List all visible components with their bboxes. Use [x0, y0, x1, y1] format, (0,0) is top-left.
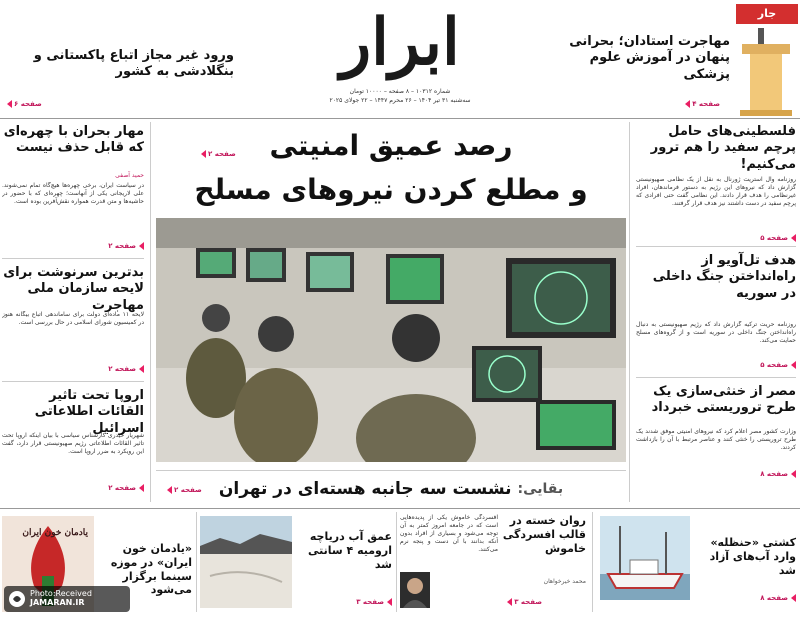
divider: [592, 512, 593, 612]
article-headline: هدف تل‌آویو از راه‌انداختن جنگ داخلی در سوریه: [652, 253, 796, 301]
bottom-article-urmia[interactable]: [296, 530, 392, 606]
article-body: روزنامه وال استریت ژورنال به نقل از یک نظامی صهیونیستی گزارش داد که نیروهای این رژیم به دستور فرماندهان، افراد غیرنظامی را هدف قرار دادند. این نظامی گفت حتی افرادی که پرچم سفید در دست داشتند نیز هدف قرار گرفتند.: [636, 176, 796, 208]
article-page-ref: [636, 470, 796, 478]
divider: [2, 258, 144, 259]
issue-date: سه‌شنبه ۳۱ تیر ۱۴۰۴ – ۲۶ محرم ۱۴۴۷ – ۲۲ جولای ۲۰۲۵: [329, 97, 471, 104]
article-body: شهریار حیدری کارشناس سیاسی با بیان اینکه اروپا تحت تاثیر القائات اطلاعاتی رژیم صهیونیستی قرار دارد، گفت این رویکرد به ضرر اروپا است.: [2, 432, 144, 456]
left-article-1[interactable]: [2, 124, 144, 256]
arrow-icon: [791, 470, 796, 478]
left-article-3[interactable]: [2, 388, 144, 492]
podium-icon: [736, 26, 796, 118]
article-page-ref: [506, 598, 542, 606]
poster-title: یادمان خون ایران: [22, 528, 88, 538]
page-label: صفحه ۲: [108, 484, 136, 492]
bottom-article-ship[interactable]: [694, 536, 796, 602]
lake-photo: [200, 516, 292, 608]
left-article-2[interactable]: [2, 265, 144, 379]
article-page-ref: [636, 361, 796, 369]
portrait-illustration: [400, 572, 430, 608]
article-headline: مصر از خنثی‌سازی یک طرح تروریستی خبرداد: [651, 384, 796, 416]
page-label: صفحه ۵: [760, 234, 788, 242]
right-column: [636, 124, 796, 478]
page-label: صفحه ۲: [108, 365, 136, 373]
article-body: لایحه ۱۱ ماده‌ای دولت برای ساماندهی اتباع بیگانه هنوز در کمیسیون شورای اسلامی در حال بررسی است.: [2, 311, 144, 327]
divider: [0, 508, 800, 509]
article-headline: کشتی «حنظله» وارد آب‌های آزاد شد: [709, 536, 796, 577]
divider: [629, 122, 630, 502]
newspaper-logo: ابرار: [340, 5, 460, 80]
arrow-icon: [507, 598, 512, 606]
article-body: در سیاست ایران، برخی چهره‌ها هیچ‌گاه تمام نمی‌شوند. علی لاریجانی یکی از آنهاست؛ چهره‌ای که با حضور در حاشیه‌ها و متن قدرت همواره نقش‌آفرین بوده است.: [2, 182, 144, 206]
arrow-icon: [791, 361, 796, 369]
divider: [196, 512, 197, 612]
divider: [150, 122, 151, 502]
watermark-line-1: Photo:Received: [30, 589, 92, 599]
watermark-line-2: JAMARAN.IR: [30, 598, 85, 607]
author-photo: [400, 572, 430, 608]
secondary-headline: نشست سه جانبه هسته‌ای در تهران: [218, 479, 512, 500]
top-left-headline[interactable]: ورود غیر مجاز اتباع پاکستانی و بنگلادشی به کشور: [33, 48, 234, 80]
page-label: صفحه ۸: [760, 470, 788, 478]
divider: [2, 381, 144, 382]
article-headline: مهار بحران با چهره‌ای که قابل حذف نیست: [3, 124, 144, 156]
article-headline: روان خسته در قالب افسردگی خاموش: [502, 514, 586, 555]
divider: [396, 512, 397, 612]
divider: [0, 118, 800, 119]
right-article-3[interactable]: [636, 384, 796, 478]
top-left-page-ref: [6, 100, 42, 108]
article-headline: اروپا تحت تاثیر القائات اطلاعاتی اسرائیل: [34, 388, 144, 436]
secondary-page-ref: [166, 486, 202, 494]
main-story[interactable]: [154, 124, 628, 216]
article-page-ref: [296, 598, 392, 606]
article-headline: «یادمان خون ایران» در موزه سینما برگزار می‌شود: [110, 542, 192, 597]
page-label: صفحه ۵: [760, 361, 788, 369]
arrow-icon: [139, 365, 144, 373]
page-label: صفحه ۸: [760, 594, 788, 602]
page-label: صفحه ۴: [692, 100, 720, 108]
masthead: [300, 0, 500, 118]
article-author: محمد خیرخواهان: [543, 578, 586, 585]
divider: [636, 377, 796, 378]
right-article-2[interactable]: [636, 253, 796, 375]
article-page-ref: [2, 365, 144, 373]
page-label: صفحه ۳: [356, 598, 384, 606]
arrow-icon: [791, 234, 796, 242]
arrow-icon: [201, 150, 206, 158]
main-headline-line-2: و مطلع کردن نیروهای مسلح: [194, 173, 588, 206]
article-body: وزارت کشور مصر اعلام کرد که نیروهای امنیتی موفق شدند یک طرح تروریستی را خنثی کنند و عناصر مرتبط با آن را بازداشت کردند.: [636, 428, 796, 452]
left-column: [2, 124, 144, 492]
main-headline-line-1: رصد عمیق امنیتی: [269, 129, 513, 162]
article-body: افسردگی خاموش یکی از پدیده‌هایی است که در جامعه امروز کمتر به آن توجه می‌شود و بسیاری از افراد بدون آنکه بدانند با آن دست و پنجه نرم می‌کنند.: [400, 514, 498, 554]
arrow-icon: [167, 486, 172, 494]
article-headline: بدترین سرنوشت برای لایحه سازمان ملی مهاجرت: [3, 265, 144, 313]
top-right-headline[interactable]: مهاجرت استادان؛ بحرانی پنهان در آموزش علوم پزشکی: [569, 34, 730, 82]
badge: جار: [736, 4, 798, 24]
arrow-icon: [791, 594, 796, 602]
article-page-ref: [2, 242, 144, 250]
divider: [636, 246, 796, 247]
article-headline: فلسطینی‌های حامل پرچم سفید را هم ترور می‌کنیم!: [650, 124, 796, 172]
article-page-ref: [694, 594, 796, 602]
arrow-icon: [685, 100, 690, 108]
control-room-illustration: [156, 218, 626, 462]
main-photo: [156, 218, 626, 462]
arrow-icon: [139, 242, 144, 250]
right-article-1[interactable]: [636, 124, 796, 244]
arrow-icon: [7, 100, 12, 108]
page-label: صفحه ۲: [208, 150, 236, 158]
article-headline: عمق آب دریاچه ارومیه ۴ سانتی شد: [308, 530, 392, 571]
article-page-ref: [2, 484, 144, 492]
page-label: صفحه ۳: [514, 598, 542, 606]
jamaran-logo-icon: [8, 590, 26, 608]
lake-illustration: [200, 516, 292, 608]
secondary-kicker: بقایی:: [517, 481, 564, 498]
top-right-page-ref: [684, 100, 720, 108]
secondary-story[interactable]: [156, 474, 626, 506]
ship-photo: [600, 516, 690, 600]
main-page-ref: [200, 150, 236, 158]
watermark: [4, 586, 130, 612]
ship-illustration: [600, 516, 690, 600]
article-body: روزنامه حریت ترکیه گزارش داد که رژیم صهیونیستی به دنبال راه‌انداختن جنگ داخلی در سوریه است و از گروه‌های مسلح حمایت می‌کند.: [636, 321, 796, 345]
page-label: صفحه ۲: [108, 242, 136, 250]
page-label: صفحه ۶: [14, 100, 42, 108]
issue-info: شماره ۱۰۳۱۲ – ۸ صفحه – ۱۰۰۰۰ تومان: [349, 88, 451, 95]
arrow-icon: [139, 484, 144, 492]
page-label: صفحه ۲: [174, 486, 202, 494]
divider: [156, 470, 626, 471]
article-page-ref: [636, 234, 796, 242]
arrow-icon: [387, 598, 392, 606]
article-author: حمید آصفی: [115, 172, 144, 179]
